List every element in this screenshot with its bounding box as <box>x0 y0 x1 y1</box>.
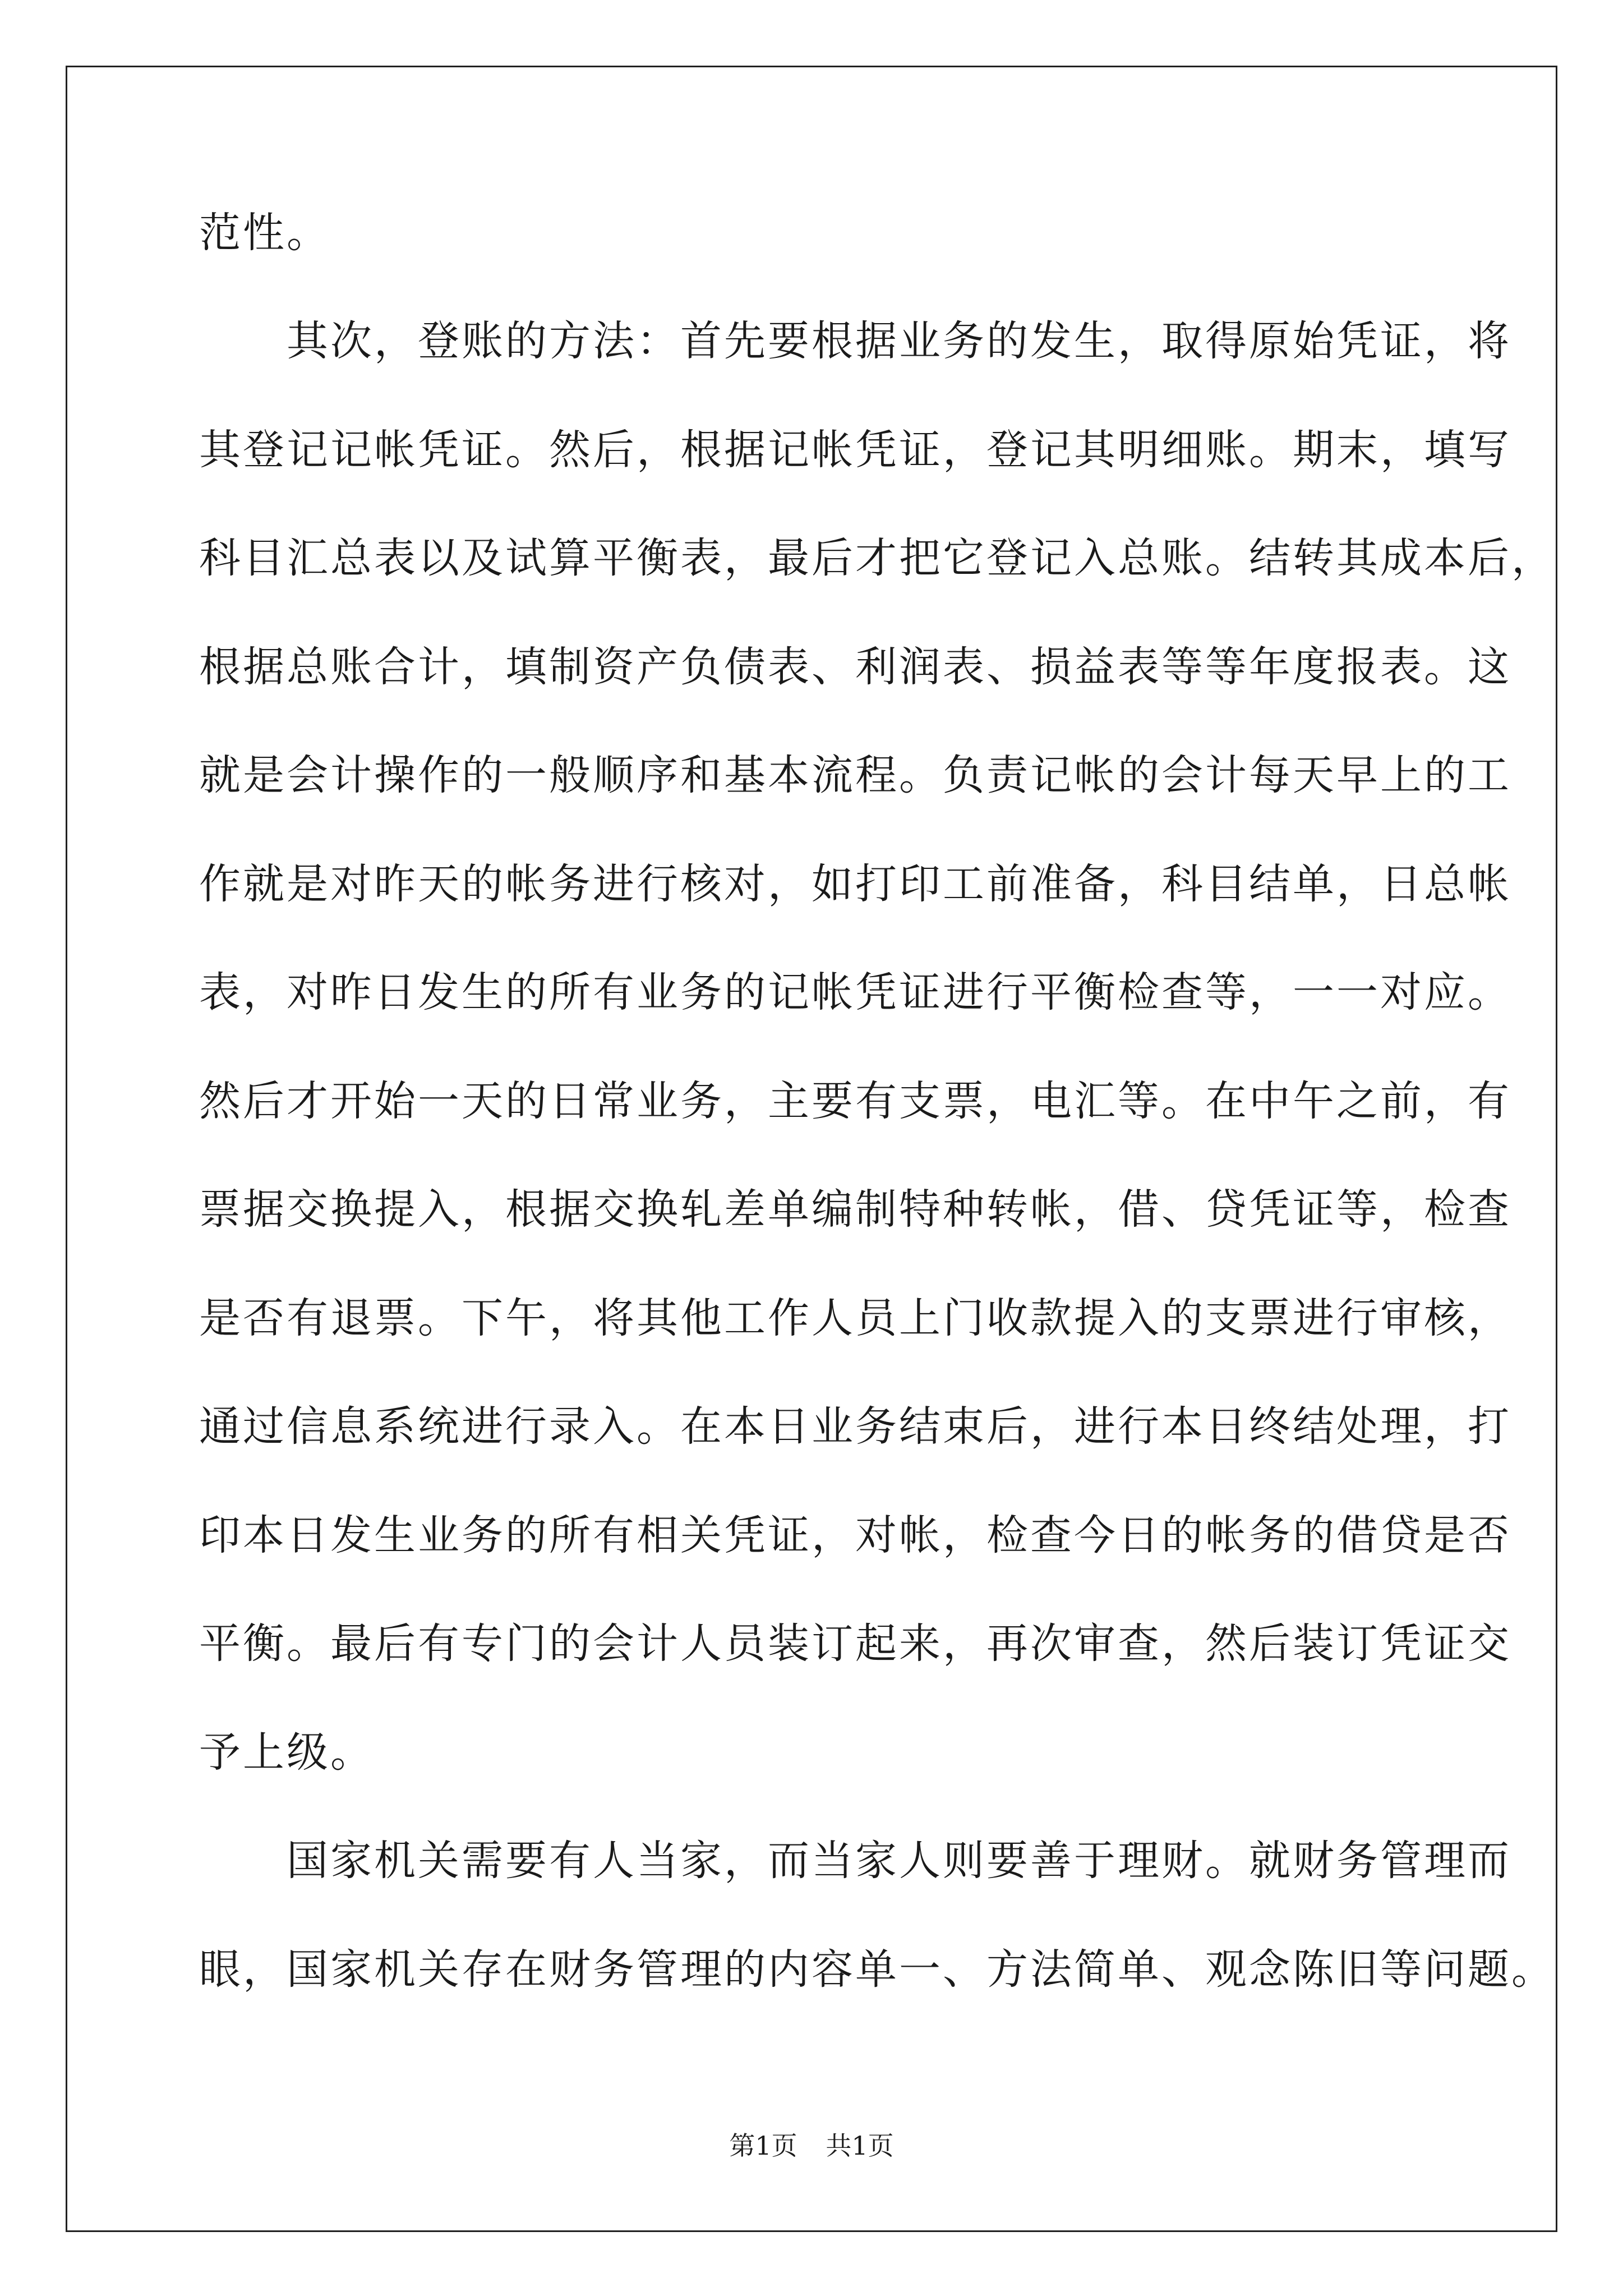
text-line: 表，对昨日发生的所有业务的记帐凭证进行平衡检查等，一一对应。 <box>199 968 1511 1016</box>
text-line: 票据交换提入，根据交换轧差单编制特种转帐，借、贷凭证等，检查 <box>199 1185 1511 1234</box>
text-line: 科目汇总表以及试算平衡表，最后才把它登记入总账。结转其成本后， <box>199 534 1555 582</box>
text-line: 国家机关需要有人当家，而当家人则要善于理财。就财务管理而 <box>199 1837 1511 1885</box>
text-line: 根据总账合计，填制资产负债表、利润表、损益表等等年度报表。这 <box>199 643 1511 691</box>
page-total: 共1页 <box>826 2131 894 2161</box>
text-line: 眼，国家机关存在财务管理的内容单一、方法简单、观念陈旧等问题。 <box>199 1945 1555 1994</box>
text-line: 就是会计操作的一般顺序和基本流程。负责记帐的会计每天早上的工 <box>199 751 1511 799</box>
text-line: 其登记记帐凭证。然后，根据记帐凭证，登记其明细账。期末，填写 <box>199 426 1511 474</box>
text-line: 平衡。最后有专门的会计人员装订起来，再次审查，然后装订凭证交 <box>199 1619 1511 1668</box>
text-line: 印本日发生业务的所有相关凭证，对帐，检查今日的帐务的借贷是否 <box>199 1511 1511 1559</box>
text-line: 然后才开始一天的日常业务，主要有支票，电汇等。在中午之前，有 <box>199 1077 1511 1125</box>
text-line: 予上级。 <box>199 1728 374 1777</box>
page-number: 第1页 <box>729 2131 797 2161</box>
text-line: 其次，登账的方法：首先要根据业务的发生，取得原始凭证，将 <box>199 317 1511 365</box>
text-line: 通过信息系统进行录入。在本日业务结束后，进行本日终结处理，打 <box>199 1402 1511 1451</box>
page-border <box>66 66 1557 2232</box>
text-line: 是否有退票。下午，将其他工作人员上门收款提入的支票进行审核， <box>199 1294 1511 1342</box>
text-line: 范性。 <box>199 209 330 257</box>
page-footer <box>0 2129 1623 2162</box>
text-line: 作就是对昨天的帐务进行核对，如打印工前准备，科目结单，日总帐 <box>199 860 1511 908</box>
